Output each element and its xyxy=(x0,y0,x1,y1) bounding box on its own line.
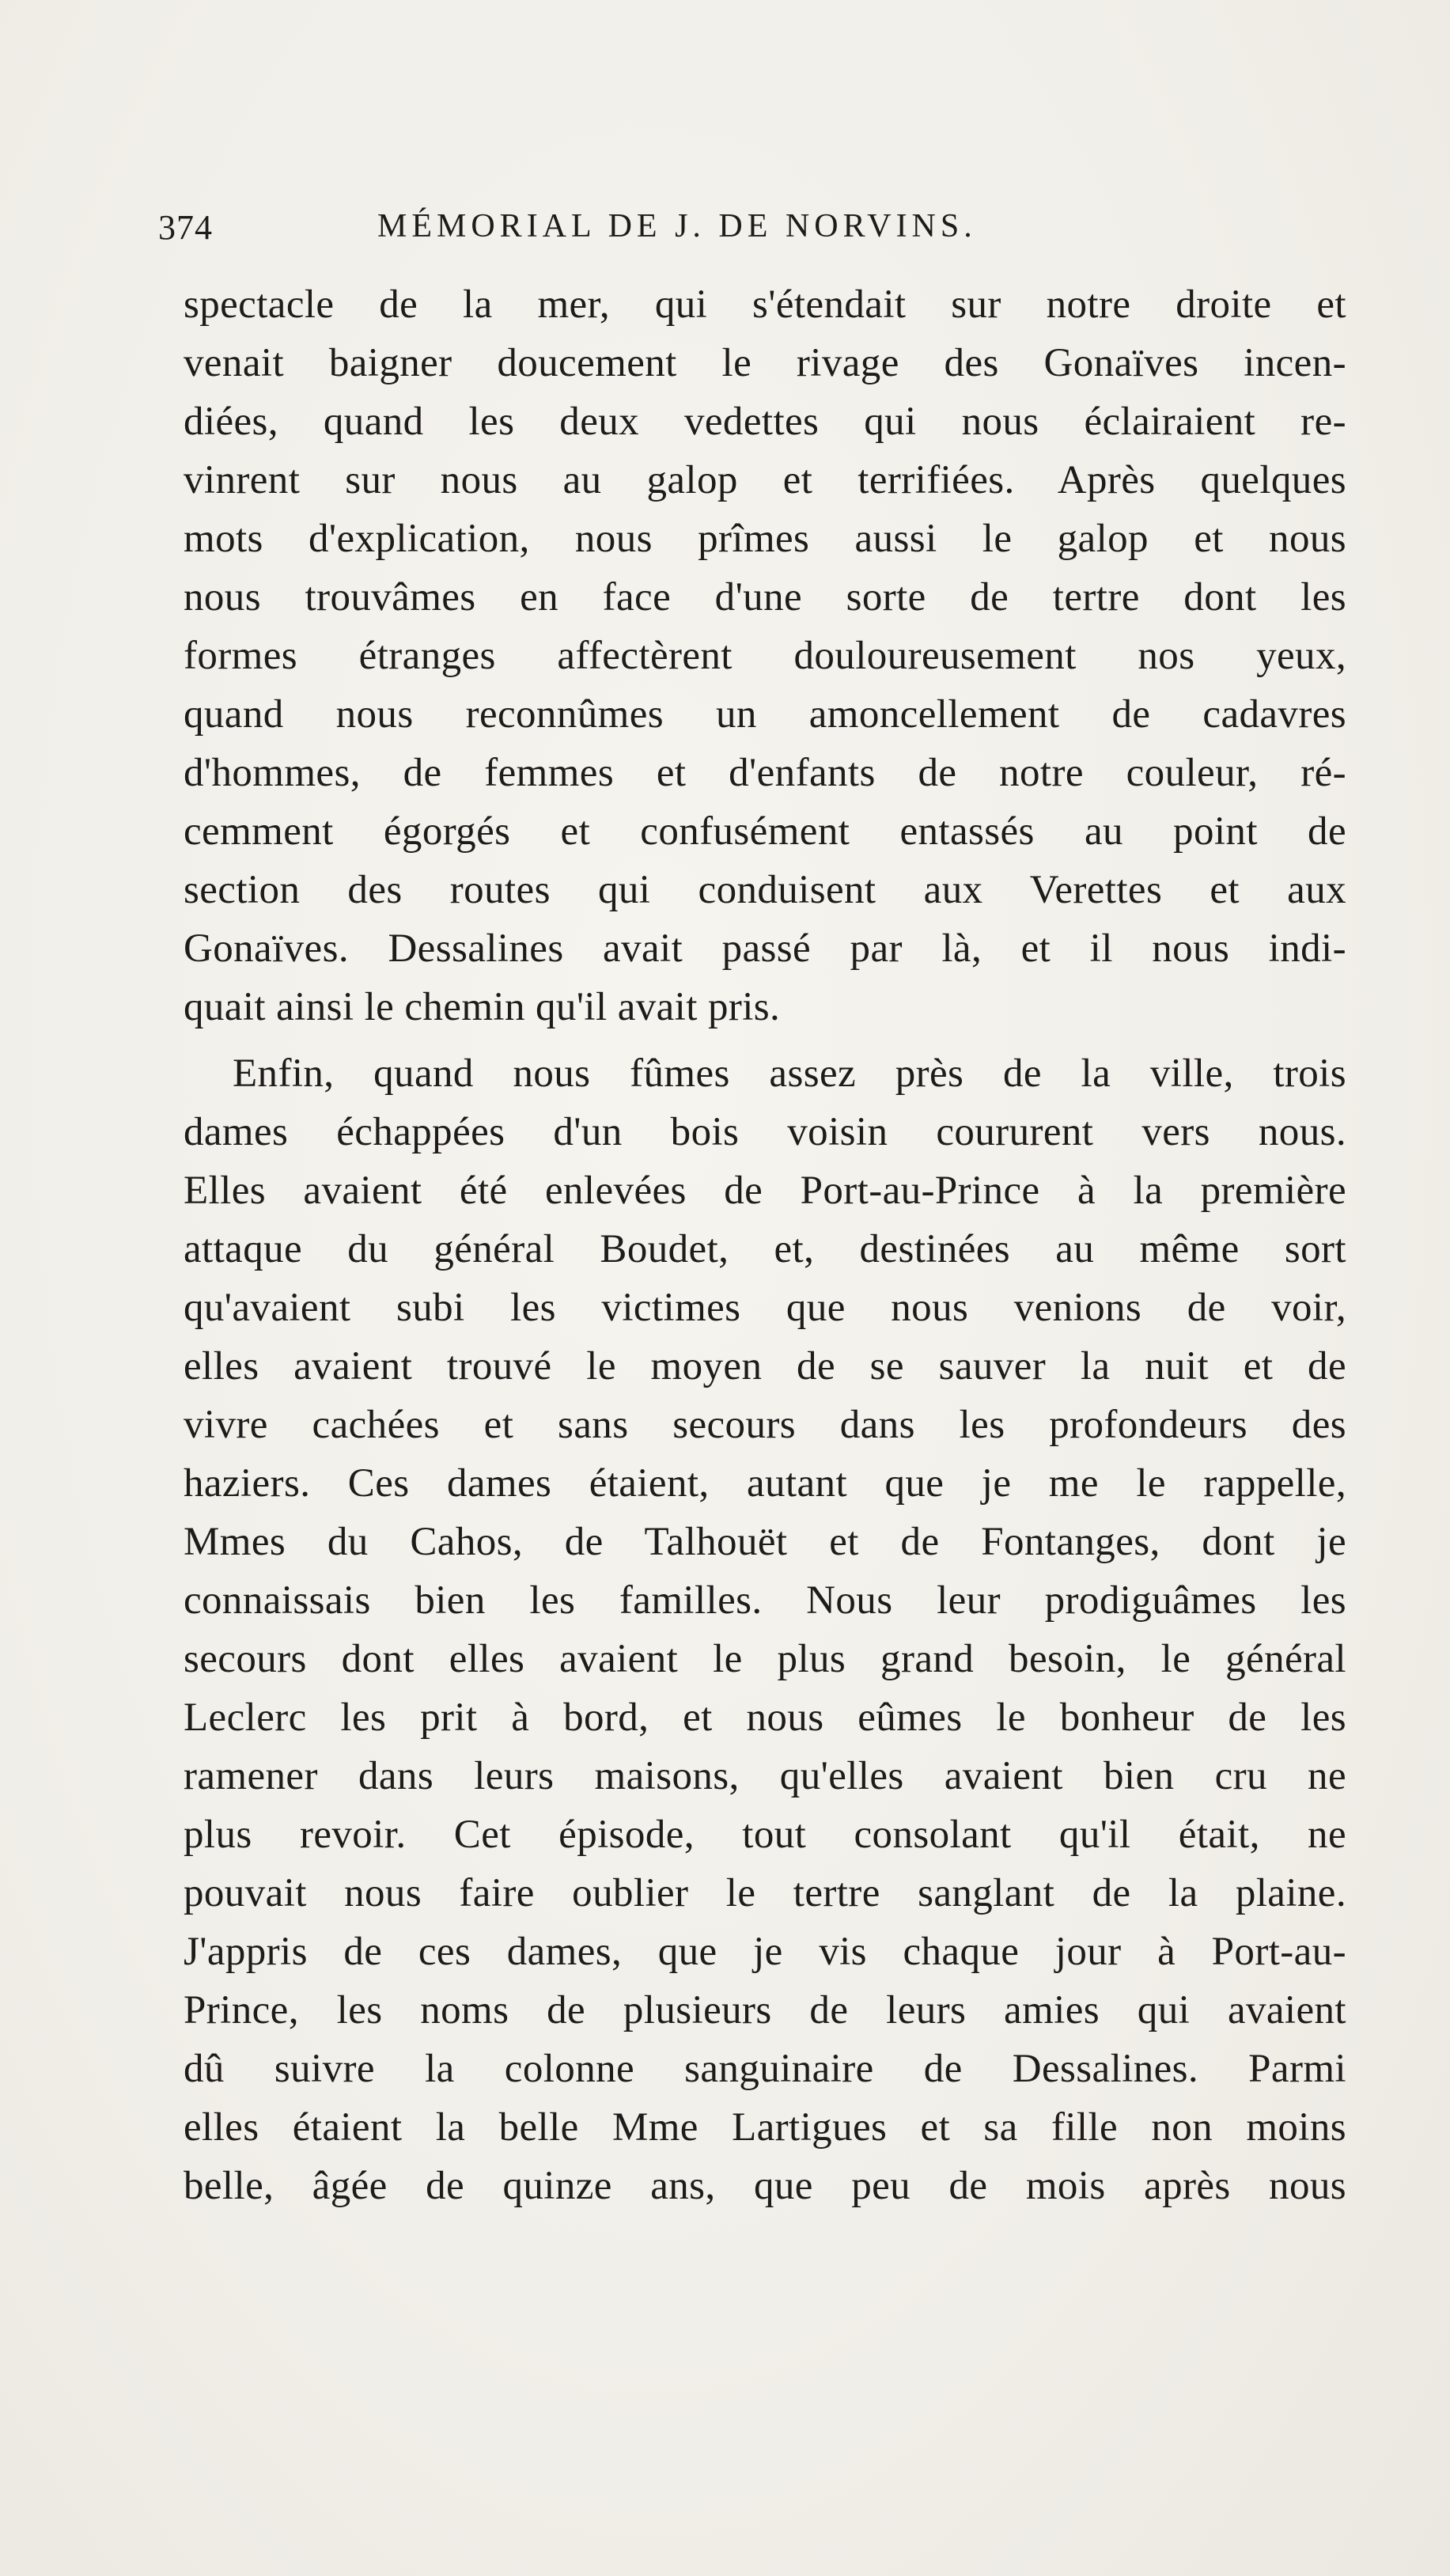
text-line: Mmes du Cahos, de Talhouët et de Fontanges, dont je xyxy=(184,1520,1346,1564)
text-line: connaissais bien les familles. Nous leur prodiguâmes les xyxy=(184,1578,1346,1623)
page-header xyxy=(158,207,1345,255)
text-line: d'hommes, de femmes et d'enfants de notre couleur, ré- xyxy=(184,751,1346,795)
text-line: Leclerc les prit à bord, et nous eûmes le bonheur de les xyxy=(184,1695,1346,1740)
text-line: cemment égorgés et confusément entassés au point de xyxy=(184,809,1346,854)
text-line: Prince, les noms de plusieurs de leurs amies qui avaient xyxy=(184,1988,1346,2032)
text-line: plus revoir. Cet épisode, tout consolant qu'il était, ne xyxy=(184,1813,1346,1857)
text-line: secours dont elles avaient le plus grand besoin, le général xyxy=(184,1637,1346,1681)
text-line: qu'avaient subi les victimes que nous venions de voir, xyxy=(184,1286,1346,1330)
paragraph-1 xyxy=(184,275,1346,1036)
text-line: attaque du général Boudet, et, destinées au même sort xyxy=(184,1227,1346,1271)
text-line: haziers. Ces dames étaient, autant que je me le rappelle, xyxy=(184,1461,1346,1506)
paragraph-2 xyxy=(184,1044,1346,2215)
text-line: Elles avaient été enlevées de Port-au-Prince à la première xyxy=(184,1169,1346,1213)
text-line: dames échappées d'un bois voisin coururent vers nous. xyxy=(184,1110,1346,1154)
text-line: ramener dans leurs maisons, qu'elles avaient bien cru ne xyxy=(184,1754,1346,1798)
text-line: dû suivre la colonne sanguinaire de Dessalines. Parmi xyxy=(184,2047,1346,2091)
text-line: formes étranges affectèrent douloureusement nos yeux, xyxy=(184,634,1346,678)
page-body xyxy=(184,275,1346,2215)
text-line: Enfin, quand nous fûmes assez près de la ville, trois xyxy=(233,1051,1346,1096)
text-line: vivre cachées et sans secours dans les profondeurs des xyxy=(184,1403,1346,1447)
text-line: nous trouvâmes en face d'une sorte de tertre dont les xyxy=(184,575,1346,619)
text-line: quait ainsi le chemin qu'il avait pris. xyxy=(184,985,781,1029)
text-line: venait baigner doucement le rivage des Gonaïves incen- xyxy=(184,341,1346,385)
text-line: Gonaïves. Dessalines avait passé par là, et il nous indi- xyxy=(184,926,1346,971)
text-line: J'appris de ces dames, que je vis chaque jour à Port-au- xyxy=(184,1930,1346,1974)
text-line: elles avaient trouvé le moyen de se sauver la nuit et de xyxy=(184,1344,1346,1388)
text-line: spectacle de la mer, qui s'étendait sur notre droite et xyxy=(184,282,1346,327)
running-head: MÉMORIAL DE J. DE NORVINS. xyxy=(377,208,977,244)
text-line: vinrent sur nous au galop et terrifiées. Après quelques xyxy=(184,458,1346,502)
text-line: belle, âgée de quinze ans, que peu de mois après nous xyxy=(184,2164,1346,2208)
text-line: section des routes qui conduisent aux Verettes et aux xyxy=(184,868,1346,912)
text-line: quand nous reconnûmes un amoncellement de cadavres xyxy=(184,692,1346,737)
text-line: mots d'explication, nous prîmes aussi le galop et nous xyxy=(184,517,1346,561)
text-line: diées, quand les deux vedettes qui nous éclairaient re- xyxy=(184,400,1346,444)
text-line: pouvait nous faire oublier le tertre sanglant de la plaine. xyxy=(184,1871,1346,1915)
page-number: 374 xyxy=(158,208,213,247)
text-line: elles étaient la belle Mme Lartigues et sa fille non moins xyxy=(184,2105,1346,2150)
